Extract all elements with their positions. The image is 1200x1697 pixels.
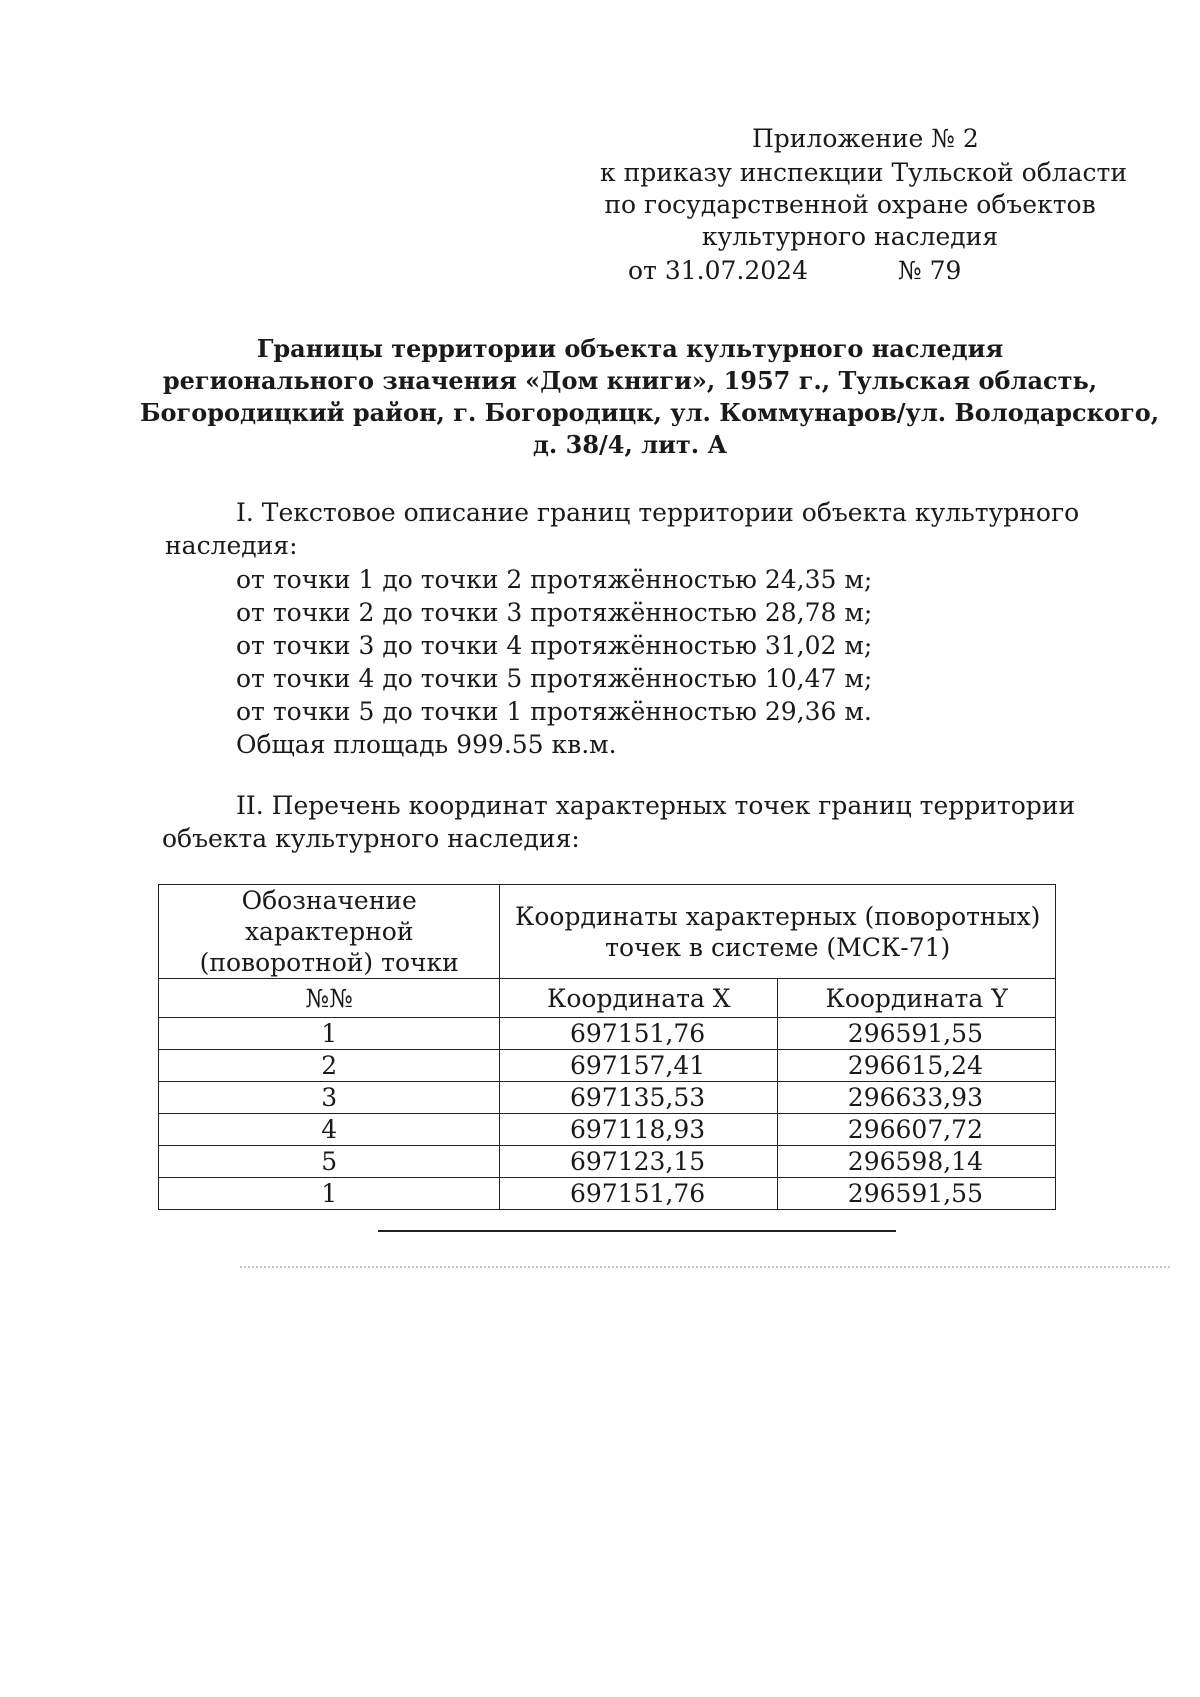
- coordinate-x: 697118,93: [500, 1114, 778, 1146]
- coordinate-x: 697135,53: [500, 1082, 778, 1114]
- table-row: [159, 1082, 1056, 1114]
- table-row: [159, 1146, 1056, 1178]
- table-row: [159, 1178, 1056, 1210]
- table-row: [159, 1018, 1056, 1050]
- coordinate-y: 296607,72: [778, 1114, 1056, 1146]
- coordinate-x: 697157,41: [500, 1050, 778, 1082]
- point-number: 1: [159, 1178, 500, 1210]
- boundary-segment: от точки 2 до точки 3 протяжённостью 28,78 м;: [236, 598, 873, 627]
- section-2-heading: II. Перечень координат характерных точек границ территории: [236, 791, 1076, 820]
- point-number-header: №№: [159, 979, 500, 1018]
- coordinate-x: 697151,76: [500, 1018, 778, 1050]
- title-line-2: регионального значения «Дом книги», 1957 г., Тульская область,: [162, 366, 1098, 395]
- boundary-segment: от точки 3 до точки 4 протяжённостью 31,02 м;: [236, 631, 873, 660]
- section-1-heading-cont: наследия:: [165, 531, 298, 560]
- point-designation-header: Обозначение характерной (поворотной) точки: [159, 885, 500, 979]
- table-row: [159, 1050, 1056, 1082]
- point-number: 3: [159, 1082, 500, 1114]
- coordinates-header: Координаты характерных (поворотных) точек в системе (МСК-71): [500, 885, 1056, 979]
- table-subheader-row: [159, 979, 1056, 1018]
- point-number: 5: [159, 1146, 500, 1178]
- coordinate-y: 296598,14: [778, 1146, 1056, 1178]
- document-title: [140, 333, 1160, 461]
- order-date: от 31.07.2024: [628, 256, 808, 285]
- section-2-heading-cont: объекта культурного наследия:: [162, 824, 580, 853]
- coordinate-y: 296633,93: [778, 1082, 1056, 1114]
- coordinate-x: 697123,15: [500, 1146, 778, 1178]
- title-line-3: Богородицкий район, г. Богородицк, ул. Коммунаров/ул. Володарского,: [140, 398, 1160, 427]
- coordinate-y-header: Координата Y: [778, 979, 1056, 1018]
- coordinate-x-header: Координата X: [500, 979, 778, 1018]
- appendix-line-2: к приказу инспекции Тульской области: [600, 158, 1128, 187]
- order-number: № 79: [898, 256, 962, 285]
- total-area: Общая площадь 999.55 кв.м.: [236, 730, 617, 759]
- appendix-line-4: культурного наследия: [701, 222, 999, 251]
- table-header-row: [159, 885, 1056, 979]
- title-line-4: д. 38/4, лит. А: [532, 430, 728, 459]
- point-number: 1: [159, 1018, 500, 1050]
- boundary-segment: от точки 5 до точки 1 протяжённостью 29,36 м.: [236, 697, 872, 726]
- appendix-reference: [600, 157, 1128, 253]
- scan-artifact-dots: [240, 1266, 1170, 1268]
- point-number: 4: [159, 1114, 500, 1146]
- appendix-number: [752, 123, 979, 155]
- coordinate-y: 296591,55: [778, 1018, 1056, 1050]
- point-number: 2: [159, 1050, 500, 1082]
- appendix-line-3: по государственной охране объектов: [604, 190, 1096, 219]
- coordinate-y: 296591,55: [778, 1178, 1056, 1210]
- end-of-document-rule: [378, 1230, 896, 1232]
- coordinate-x: 697151,76: [500, 1178, 778, 1210]
- title-line-1: Границы территории объекта культурного наследия: [256, 334, 1004, 363]
- section-1-heading: I. Текстовое описание границ территории объекта культурного: [236, 498, 1080, 527]
- coordinates-table: [158, 884, 1056, 1210]
- boundary-segment: от точки 1 до точки 2 протяжённостью 24,35 м;: [236, 565, 873, 594]
- coordinate-y: 296615,24: [778, 1050, 1056, 1082]
- boundary-segment: от точки 4 до точки 5 протяжённостью 10,47 м;: [236, 664, 873, 693]
- appendix-line-1: Приложение № 2: [752, 124, 979, 153]
- table-row: [159, 1114, 1056, 1146]
